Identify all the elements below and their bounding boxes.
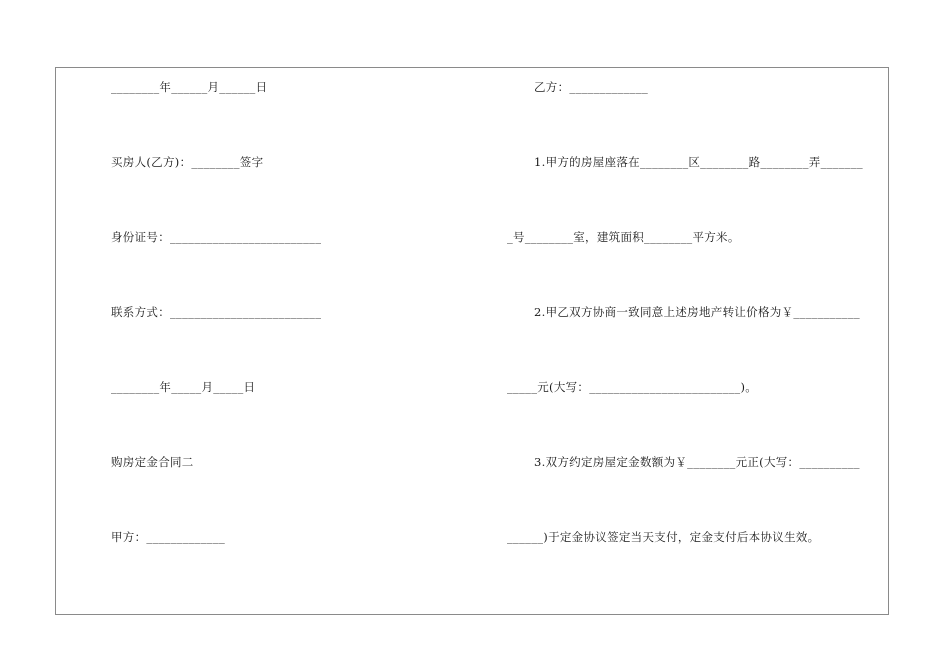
clause-3-line-2: ______)于定金协议签定当天支付，定金支付后本协议生效。 [507, 530, 820, 544]
clause-1-line-2: _号________室，建筑面积________平方米。 [507, 230, 740, 244]
clause-3-line-1: 3.双方约定房屋定金数额为￥________元正(大写：__________ [534, 455, 860, 469]
clause-1-line-1: 1.甲方的房屋座落在________区________路________弄_______ [534, 155, 863, 169]
clause-2-line-1: 2.甲乙双方协商一致同意上述房地产转让价格为￥___________ [534, 305, 860, 319]
contract-title: 购房定金合同二 [111, 455, 194, 469]
buyer-signature-line: 买房人(乙方)：________签字 [111, 155, 264, 169]
id-number-line: 身份证号：_________________________ [111, 230, 322, 244]
party-a-line: 甲方：_____________ [111, 530, 226, 544]
date-line-2: ________年_____月_____日 [111, 380, 256, 394]
party-b-line: 乙方：_____________ [534, 80, 649, 94]
clause-2-line-2: _____元(大写：_________________________)。 [507, 380, 758, 394]
date-line-1: ________年______月______日 [111, 80, 268, 94]
contact-line: 联系方式：_________________________ [111, 305, 322, 319]
